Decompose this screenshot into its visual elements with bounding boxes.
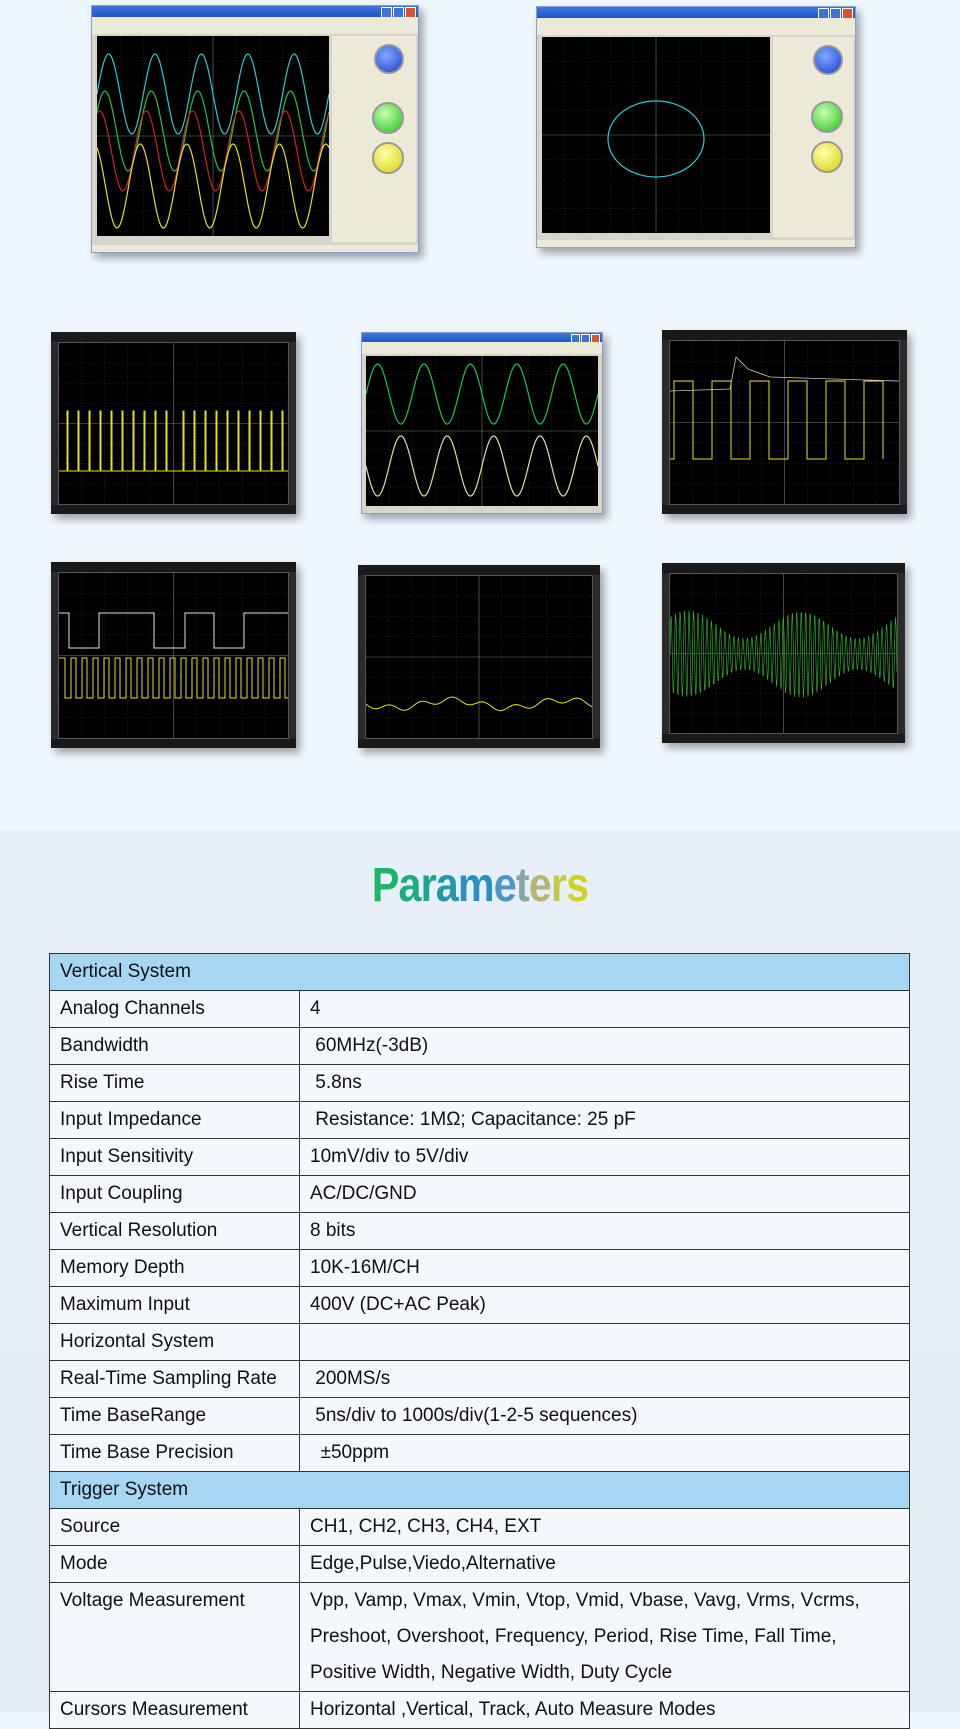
table-row [50, 1398, 910, 1435]
scope-screen [97, 36, 329, 236]
pulse-spikes-trace [59, 343, 288, 504]
waveform-trace [670, 381, 883, 459]
heading-letter: a [398, 859, 421, 912]
param-value: 60MHz(-3dB) [300, 1028, 910, 1065]
software-window-two-sines [361, 332, 603, 514]
heading-letter: a [435, 859, 458, 912]
param-value: 5ns/div to 1000s/div(1-2-5 sequences) [300, 1398, 910, 1435]
heading-letter: m [457, 859, 494, 912]
toolbar [537, 26, 855, 35]
window-title-bar [537, 7, 855, 18]
parameters-table [49, 953, 910, 1729]
param-value: 10K-16M/CH [300, 1250, 910, 1287]
capture-low-signal [358, 565, 600, 748]
heading-letter: e [528, 859, 551, 912]
heading-letter: r [550, 859, 567, 912]
table-row [50, 1692, 910, 1729]
heading-letter: P [371, 859, 399, 912]
param-label: Horizontal System [50, 1324, 300, 1361]
heading-letter: e [493, 859, 516, 912]
table-row [50, 1213, 910, 1250]
software-window-xy-mode [536, 6, 856, 248]
capture-digital-signals [51, 562, 296, 748]
param-value: 400V (DC+AC Peak) [300, 1287, 910, 1324]
control-panel [332, 36, 416, 242]
param-label: Input Coupling [50, 1176, 300, 1213]
param-label: Cursors Measurement [50, 1692, 300, 1729]
table-row [50, 1102, 910, 1139]
param-value: AC/DC/GND [300, 1176, 910, 1213]
table-row [50, 1361, 910, 1398]
control-panel [773, 37, 853, 237]
param-value: Horizontal ,Vertical, Track, Auto Measure Modes [300, 1692, 910, 1729]
param-value: 4 [300, 991, 910, 1028]
heading-letter: r [420, 859, 436, 912]
param-label: Real-Time Sampling Rate [50, 1361, 300, 1398]
param-label: Maximum Input [50, 1287, 300, 1324]
table-row [50, 1176, 910, 1213]
param-label: Vertical Resolution [50, 1213, 300, 1250]
param-value: Vpp, Vamp, Vmax, Vmin, Vtop, Vmid, Vbase, Vavg, Vrms, Vcrms, Preshoot, Overshoot, Frequency, Period, Rise Time, Fall Time, Positive Width, Negative Width, Duty Cycle [300, 1583, 910, 1692]
ch2-knob [811, 141, 843, 173]
ch1-knob [372, 102, 404, 134]
table-section-row [50, 954, 910, 991]
param-value [300, 1324, 910, 1361]
digital-signals-trace [59, 573, 288, 738]
table-row [50, 1065, 910, 1102]
horizontal-knob [374, 44, 404, 74]
param-label: Bandwidth [50, 1028, 300, 1065]
capture-square-noisy [662, 330, 907, 514]
param-value: Resistance: 1MΩ; Capacitance: 25 pF [300, 1102, 910, 1139]
capture-pulse-spikes [51, 332, 296, 514]
table-row [50, 1435, 910, 1472]
param-value: 10mV/div to 5V/div [300, 1139, 910, 1176]
table-row [50, 1250, 910, 1287]
param-label: Time Base Precision [50, 1435, 300, 1472]
param-value: Edge,Pulse,Viedo,Alternative [300, 1546, 910, 1583]
table-row [50, 1324, 910, 1361]
modulated-signal-trace [670, 574, 897, 733]
param-value: 8 bits [300, 1213, 910, 1250]
param-label: Source [50, 1509, 300, 1546]
scope-screen [366, 356, 598, 506]
horizontal-knob [813, 45, 843, 75]
software-window-sine-waves [91, 5, 419, 253]
table-row [50, 1028, 910, 1065]
status-bar [92, 245, 418, 252]
section-label: Trigger System [50, 1472, 910, 1509]
toolbar [362, 348, 602, 354]
status-bar [537, 240, 855, 247]
table-row [50, 1139, 910, 1176]
ch1-knob [811, 101, 843, 133]
table-row [50, 1509, 910, 1546]
two-sine-trace [366, 356, 598, 506]
param-label: Mode [50, 1546, 300, 1583]
table-row [50, 1546, 910, 1583]
heading-letter: t [515, 859, 529, 912]
section-label: Vertical System [50, 954, 910, 991]
param-label: Input Impedance [50, 1102, 300, 1139]
window-title-bar [92, 6, 418, 17]
param-label: Input Sensitivity [50, 1139, 300, 1176]
sine-waveforms [97, 36, 329, 236]
param-value: 200MS/s [300, 1361, 910, 1398]
param-value: CH1, CH2, CH3, CH4, EXT [300, 1509, 910, 1546]
param-label: Time BaseRange [50, 1398, 300, 1435]
param-label: Voltage Measurement [50, 1583, 300, 1692]
table-section-row [50, 1472, 910, 1509]
param-value: ±50ppm [300, 1435, 910, 1472]
screenshot-gallery [0, 0, 960, 830]
param-label: Analog Channels [50, 991, 300, 1028]
low-signal-trace [366, 576, 592, 738]
xy-ellipse [542, 37, 770, 233]
square-wave-trace [670, 341, 899, 504]
table-row [50, 1287, 910, 1324]
capture-modulated-signal [662, 563, 905, 743]
table-row [50, 1583, 910, 1692]
param-label: Memory Depth [50, 1250, 300, 1287]
param-label: Rise Time [50, 1065, 300, 1102]
ch2-knob [372, 142, 404, 174]
heading-letter: s [566, 859, 589, 912]
toolbar [92, 25, 418, 34]
window-title-bar [362, 333, 602, 342]
param-value: 5.8ns [300, 1065, 910, 1102]
table-row [50, 991, 910, 1028]
scope-screen [542, 37, 770, 233]
parameters-heading [67, 858, 893, 913]
